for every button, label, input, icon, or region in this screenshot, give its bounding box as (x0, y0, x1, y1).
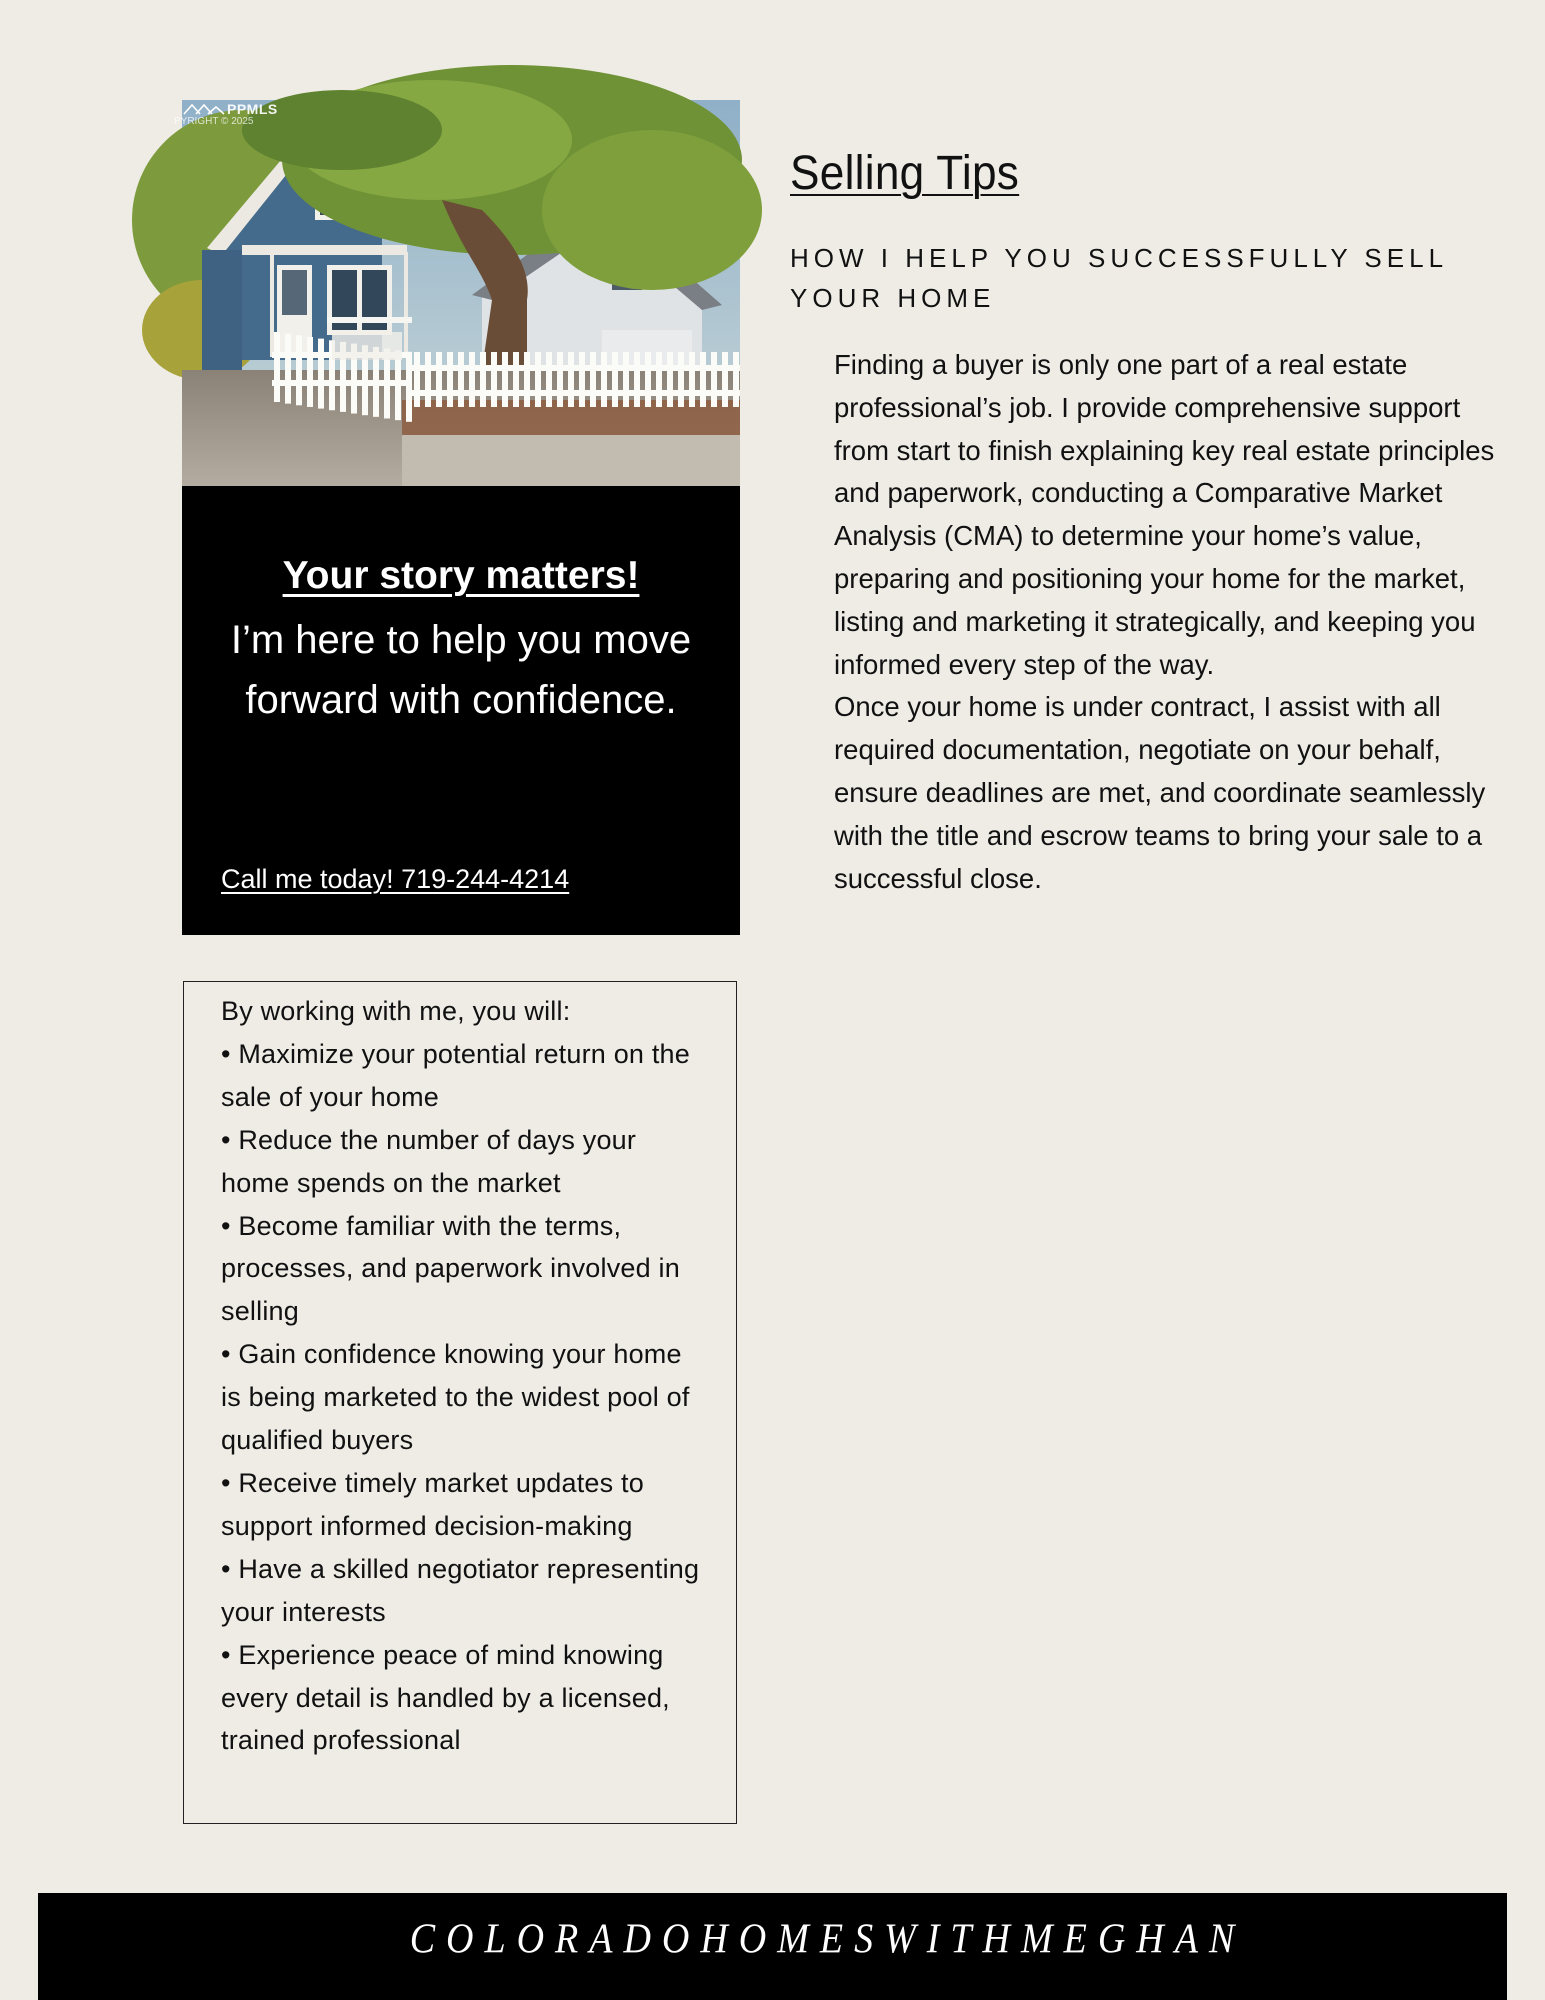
fence-picket (502, 352, 508, 407)
house-photo (174, 100, 740, 486)
fence-picket (436, 352, 442, 407)
fence-picket (623, 352, 629, 407)
footer-banner (38, 1893, 1507, 2000)
fence-picket (274, 332, 280, 402)
fence-picket (414, 352, 420, 407)
benefits-intro: By working with me, you will: (221, 996, 571, 1026)
benefit-item: • Gain confidence knowing your home is being marketed to the widest pool of qualified buyers (221, 1339, 690, 1456)
fence-picket (590, 352, 596, 407)
promo-body: I’m here to help you move forward with confidence. (230, 618, 692, 722)
fence-picket (513, 352, 519, 407)
fence-picket (667, 352, 673, 407)
fence-picket (546, 352, 552, 407)
fence-picket (296, 335, 302, 405)
watermark-copyright: PYRIGHT © 2025 (174, 116, 254, 127)
benefit-item: • Receive timely market updates to support informed decision-making (221, 1467, 644, 1541)
fence-picket (480, 352, 486, 407)
benefit-item: • Have a skilled negotiator representing your interests (221, 1553, 700, 1627)
page-title: Selling Tips (790, 147, 1020, 200)
fence-picket (469, 352, 475, 407)
fence-picket (711, 352, 717, 407)
fence-picket (722, 352, 728, 407)
fence-picket (689, 352, 695, 407)
body-paragraph: Once your home is under contract, I assist with all required documentation, negotiate on your behalf, ensure deadlines are met, and coordinate seamlessly with the title and escrow teams to bring your sale to a successful close. (834, 691, 1486, 894)
call-phone-link[interactable]: Call me today! 719-244-4214 (221, 864, 570, 894)
fence-picket (318, 339, 324, 409)
fence-picket (579, 352, 585, 407)
fence-picket (524, 352, 530, 407)
body-copy (834, 344, 1514, 900)
fence-picket (307, 337, 313, 407)
benefit-item: • Reduce the number of days your home spends on the market (221, 1124, 637, 1198)
benefit-item: • Experience peace of mind knowing every detail is handled by a licensed, trained professional (221, 1639, 670, 1756)
fence-picket (568, 352, 574, 407)
house-photo-illustration (182, 100, 740, 486)
fence-picket (425, 352, 431, 407)
benefits-list (221, 990, 701, 1762)
benefits-box (183, 981, 737, 1824)
promo-panel (182, 486, 740, 935)
footer-brand-text: COLORADOHOMESWITHMEGHAN (409, 1915, 1246, 1963)
fence-picket (733, 352, 739, 407)
fence-picket (458, 352, 464, 407)
fence-picket (285, 334, 291, 404)
fence-picket (535, 352, 541, 407)
fence-picket (700, 352, 706, 407)
page-subtitle: HOW I HELP YOU SUCCESSFULLY SELL YOUR HOME (790, 243, 1448, 313)
fence-picket (406, 352, 412, 422)
promo-headline: Your story matters! (282, 554, 640, 597)
fence-picket (634, 352, 640, 407)
fence-picket (612, 352, 618, 407)
watermark-brand: PPMLS (227, 101, 278, 117)
benefit-item: • Maximize your potential return on the sale of your home (221, 1038, 690, 1112)
fence-picket (645, 352, 651, 407)
body-paragraph: Finding a buyer is only one part of a real estate professional’s job. I provide comprehensive support from start to finish explaining key real estate principles and paperwork, conducting a Comparative Market Analysis (CMA) to determine your home’s value, preparing and positioning your home for the market, listing and marketing it strategically, and keeping you informed every step of the way. (834, 349, 1495, 680)
fence-picket (447, 352, 453, 407)
fence-picket (601, 352, 607, 407)
fence-picket (395, 350, 401, 420)
fence-picket (491, 352, 497, 407)
fence-picket (557, 352, 563, 407)
fence-picket (656, 352, 662, 407)
benefit-item: • Become familiar with the terms, processes, and paperwork involved in selling (221, 1210, 680, 1327)
mountain-logo-icon (184, 102, 224, 116)
mls-watermark (174, 101, 278, 127)
fence-picket (678, 352, 684, 407)
